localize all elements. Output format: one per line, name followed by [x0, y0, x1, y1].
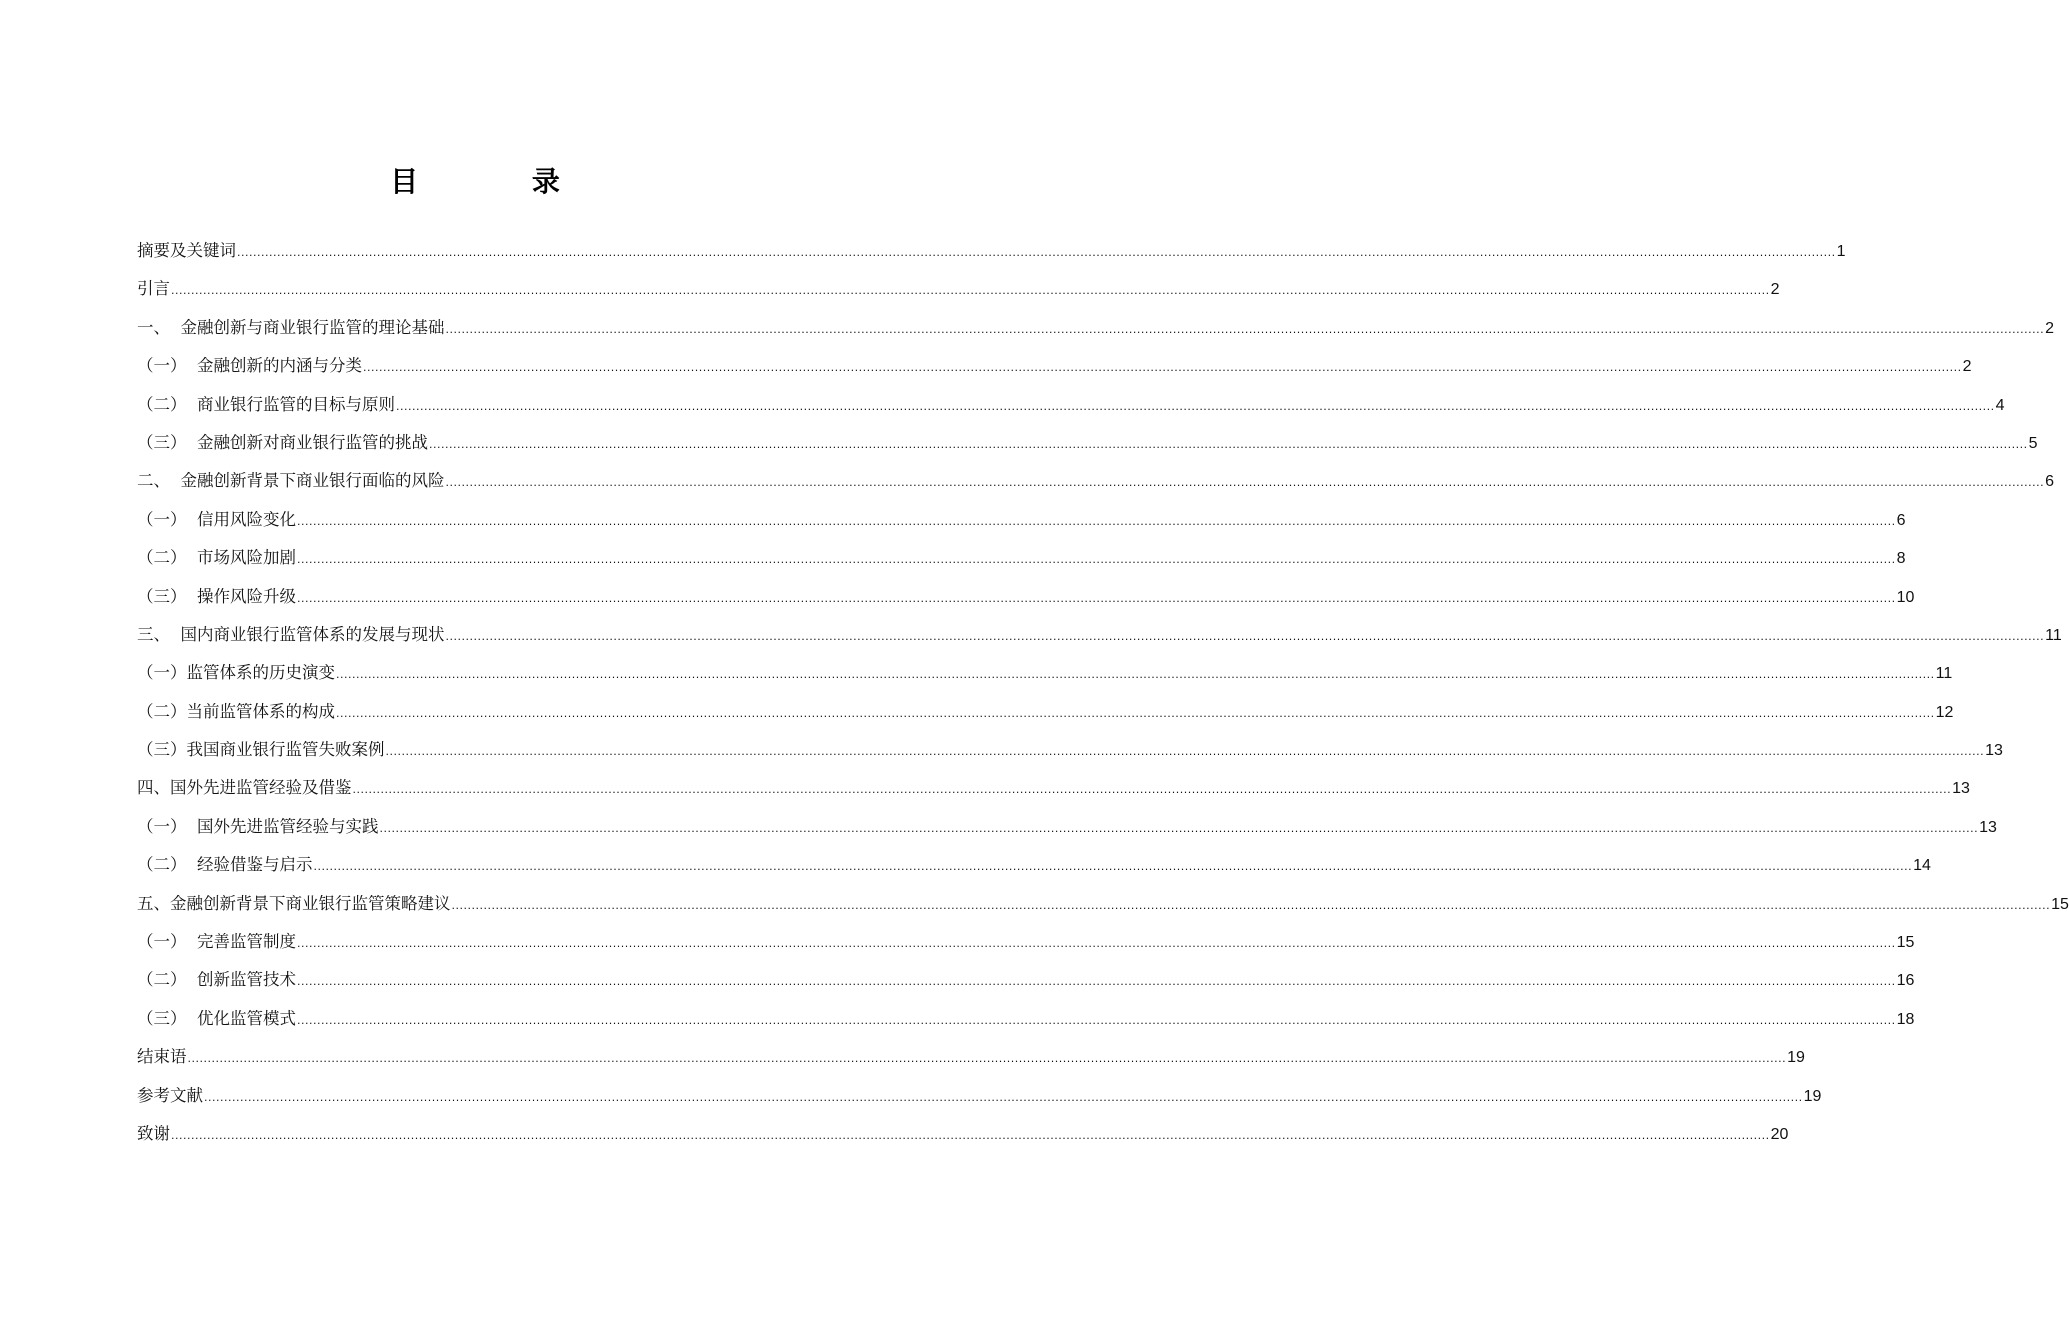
toc-entry-label: 结束语	[137, 1047, 187, 1067]
toc-dot-leader: ................................................................................................................................................................................................................................................................................................................................................................................................................	[237, 246, 1836, 259]
toc-entry[interactable]	[137, 616, 2062, 654]
toc-page-number: 14	[1913, 857, 1931, 875]
toc-dot-leader: ................................................................................................................................................................................................................................................................................................................................................................................................................	[313, 860, 1913, 874]
toc-entry-label: （二） 创新监管技术	[137, 970, 296, 990]
toc-entry-label: （二） 经验借鉴与启示	[137, 855, 313, 875]
toc-entry-label: （三） 操作风险升级	[137, 586, 296, 606]
toc-entry[interactable]	[137, 1077, 1822, 1115]
toc-entry-label: 一、 金融创新与商业银行监管的理论基础	[137, 317, 445, 337]
toc-dot-leader: ................................................................................................................................................................................................................................................................................................................................................................................................................	[297, 553, 1896, 567]
toc-entry-label: （一） 金融创新的内涵与分类	[137, 356, 362, 376]
toc-dot-leader: ................................................................................................................................................................................................................................................................................................................................................................................................................	[171, 284, 1770, 298]
toc-entry-label: （三）我国商业银行监管失败案例	[137, 740, 385, 760]
toc-entry[interactable]	[137, 769, 1970, 807]
toc-entry[interactable]	[137, 885, 2069, 923]
toc-entry[interactable]	[137, 309, 2055, 347]
toc-entry-label: 三、 国内商业银行监管体系的发展与现状	[137, 624, 445, 644]
toc-entry[interactable]	[137, 808, 1997, 846]
toc-page-number: 16	[1896, 972, 1915, 990]
toc-entry-label: （二） 市场风险加剧	[137, 548, 296, 568]
toc-entry-label: （一） 完善监管制度	[137, 932, 296, 952]
toc-entry[interactable]	[137, 846, 1931, 884]
toc-page-number: 2	[1770, 281, 1780, 299]
toc-dot-leader: ................................................................................................................................................................................................................................................................................................................................................................................................................	[297, 1013, 1896, 1027]
toc-entry[interactable]	[137, 501, 1906, 539]
toc-page-number: 13	[1952, 780, 1970, 798]
toc-entry-label: （二）当前监管体系的构成	[137, 701, 335, 721]
toc-page-number: 11	[1935, 665, 1953, 683]
toc-entry-label: （一）监管体系的历史演变	[137, 663, 335, 683]
toc-entry-label: 五、金融创新背景下商业银行监管策略建议	[137, 893, 451, 913]
toc-page-number: 1	[1836, 243, 1846, 260]
toc-entry[interactable]	[137, 1038, 1805, 1076]
toc-page-number: 8	[1896, 550, 1906, 568]
toc-dot-leader: ................................................................................................................................................................................................................................................................................................................................................................................................................	[379, 821, 1979, 835]
toc-entry[interactable]	[137, 923, 1915, 961]
toc-page-number: 19	[1787, 1049, 1805, 1067]
toc-page-number: 11	[2045, 626, 2062, 644]
toc-page-number: 6	[1896, 511, 1906, 529]
toc-entry[interactable]	[137, 539, 1906, 577]
toc-entry-label: 引言	[137, 279, 170, 299]
toc-entry[interactable]	[137, 1000, 1915, 1038]
toc-entry-label: 二、 金融创新背景下商业银行面临的风险	[137, 471, 445, 491]
page-title: 目 录	[390, 165, 612, 198]
toc-entry[interactable]	[137, 462, 2055, 500]
toc-entry-label: 摘要及关键词	[137, 241, 236, 260]
toc-entry-label: 致谢	[137, 1123, 170, 1143]
toc-dot-leader: ................................................................................................................................................................................................................................................................................................................................................................................................................	[445, 322, 2045, 336]
toc-page-number: 13	[1979, 818, 1997, 836]
toc-entry[interactable]	[137, 386, 2005, 424]
toc-dot-leader: ................................................................................................................................................................................................................................................................................................................................................................................................................	[171, 1128, 1770, 1142]
toc-dot-leader: ................................................................................................................................................................................................................................................................................................................................................................................................................	[385, 745, 1985, 759]
toc-dot-leader: ................................................................................................................................................................................................................................................................................................................................................................................................................	[396, 399, 1995, 413]
toc-entry[interactable]	[137, 347, 1972, 385]
toc-dot-leader: ................................................................................................................................................................................................................................................................................................................................................................................................................	[336, 668, 1935, 682]
toc-entry[interactable]	[137, 578, 1915, 616]
toc-page-number: 15	[1896, 934, 1915, 952]
toc-entry-label: 参考文献	[137, 1085, 203, 1105]
table-of-contents	[137, 232, 2069, 1153]
toc-dot-leader: ................................................................................................................................................................................................................................................................................................................................................................................................................	[297, 975, 1896, 989]
toc-entry[interactable]	[137, 961, 1915, 999]
toc-dot-leader: ................................................................................................................................................................................................................................................................................................................................................................................................................	[297, 514, 1896, 528]
toc-page-number: 12	[1935, 703, 1954, 721]
toc-entry[interactable]	[137, 1115, 1789, 1153]
toc-entry-label: （三） 优化监管模式	[137, 1008, 296, 1028]
toc-dot-leader: ................................................................................................................................................................................................................................................................................................................................................................................................................	[187, 1052, 1787, 1066]
toc-page-number: 5	[2028, 434, 2038, 452]
toc-dot-leader: ................................................................................................................................................................................................................................................................................................................................................................................................................	[451, 898, 2051, 912]
toc-dot-leader: ................................................................................................................................................................................................................................................................................................................................................................................................................	[445, 629, 2045, 643]
toc-page-number: 15	[2051, 895, 2069, 913]
toc-page-number: 6	[2045, 473, 2055, 491]
toc-page-number: 2	[1962, 358, 1972, 376]
toc-page-number: 19	[1803, 1087, 1822, 1105]
toc-page-number: 20	[1770, 1125, 1789, 1143]
toc-entry-label: （一） 国外先进监管经验与实践	[137, 816, 379, 836]
toc-entry[interactable]	[137, 654, 1953, 692]
toc-page-number: 4	[1995, 396, 2005, 414]
toc-page-number: 13	[1985, 742, 2003, 760]
toc-dot-leader: ................................................................................................................................................................................................................................................................................................................................................................................................................	[429, 437, 2028, 451]
toc-entry[interactable]	[137, 270, 1780, 308]
toc-entry-label: （一） 信用风险变化	[137, 509, 296, 529]
toc-entry-label: 四、国外先进监管经验及借鉴	[137, 778, 352, 798]
toc-dot-leader: ................................................................................................................................................................................................................................................................................................................................................................................................................	[445, 476, 2045, 490]
toc-entry-label: （二） 商业银行监管的目标与原则	[137, 394, 395, 414]
toc-entry-label: （三） 金融创新对商业银行监管的挑战	[137, 432, 428, 452]
toc-dot-leader: ................................................................................................................................................................................................................................................................................................................................................................................................................	[204, 1090, 1803, 1104]
toc-entry[interactable]	[137, 424, 2038, 462]
toc-dot-leader: ................................................................................................................................................................................................................................................................................................................................................................................................................	[297, 937, 1896, 951]
toc-dot-leader: ................................................................................................................................................................................................................................................................................................................................................................................................................	[336, 706, 1935, 720]
toc-entry[interactable]	[137, 232, 1846, 270]
toc-page-number: 2	[2045, 319, 2055, 337]
toc-dot-leader: ................................................................................................................................................................................................................................................................................................................................................................................................................	[352, 783, 1952, 797]
toc-page-number: 18	[1896, 1010, 1915, 1028]
toc-dot-leader: ................................................................................................................................................................................................................................................................................................................................................................................................................	[363, 361, 1962, 375]
toc-page-number: 10	[1896, 588, 1915, 606]
toc-entry[interactable]	[137, 693, 1954, 731]
toc-dot-leader: ................................................................................................................................................................................................................................................................................................................................................................................................................	[297, 591, 1896, 605]
toc-entry[interactable]	[137, 731, 2003, 769]
